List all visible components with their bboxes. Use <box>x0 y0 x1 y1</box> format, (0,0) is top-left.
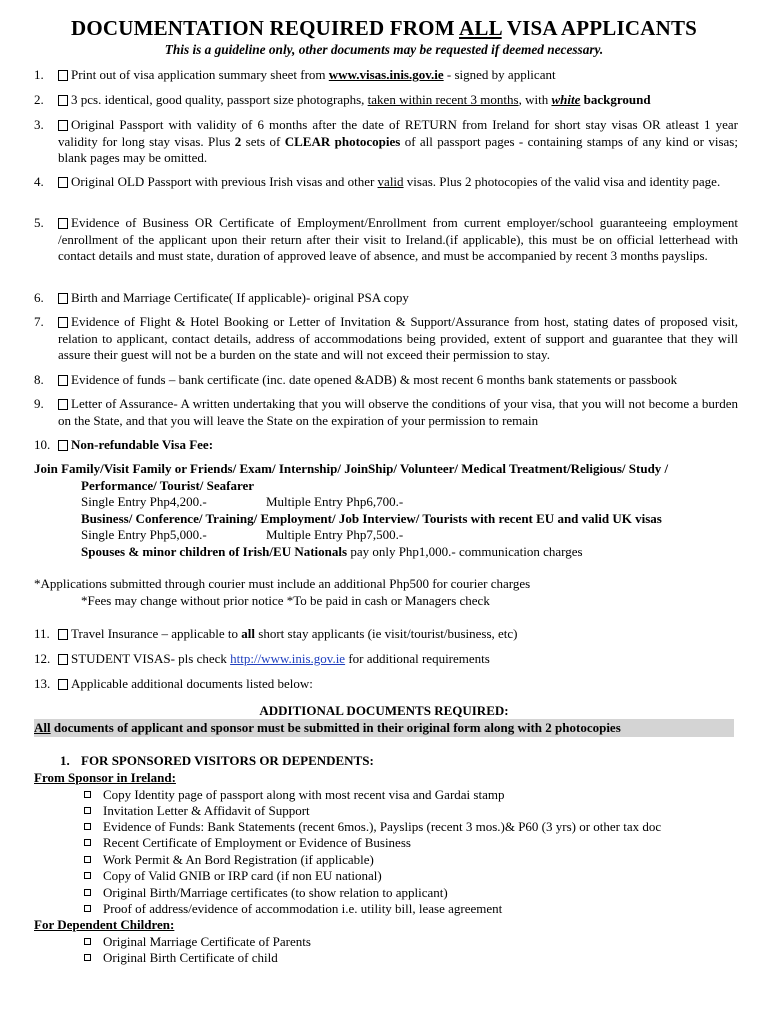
section-number: 1. <box>60 753 70 768</box>
visa-site-link[interactable]: www.visas.inis.gov.ie <box>328 67 444 82</box>
bullet-square <box>84 791 91 798</box>
fee-spouses: Spouses & minor children of Irish/EU Nationals pay only Php1,000.- communication charges <box>81 544 583 559</box>
bullet-square <box>84 889 91 896</box>
list-item: Copy of Valid GNIB or IRP card (if non EU national) <box>84 868 382 884</box>
sponsor-heading: From Sponsor in Ireland: <box>34 770 176 785</box>
bullet-square <box>84 905 91 912</box>
list-item: 6. Birth and Marriage Certificate( If applicable)- original PSA copy <box>34 290 409 305</box>
bullet-square <box>84 839 91 846</box>
fee-category-1: Join Family/Visit Family or Friends/ Exam/ Internship/ JoinShip/ Volunteer/ Medical Treatment/Religious/ Study / <box>34 461 669 476</box>
fee-category-2: Business/ Conference/ Training/ Employment/ Job Interview/ Tourists with recent EU and valid UK visas <box>81 511 662 526</box>
list-item: Original Marriage Certificate of Parents <box>84 934 311 950</box>
fee-category-1-cont: Performance/ Tourist/ Seafarer <box>81 478 255 493</box>
courier-note: *Applications submitted through courier must include an additional Php500 for courier charges <box>34 576 531 591</box>
item-number: 7. <box>34 314 44 329</box>
list-item: 7. Evidence of Flight & Hotel Booking or Letter of Invitation & Support/Assurance from host, stating dates of proposed visit, relation to applicant, contact details, address of accommodations being provided, extent of support and guarantee that they will assure their guest will not be a burden on the state and will not exceed their permission to stay. <box>34 314 738 362</box>
originals-note: All documents of applicant and sponsor must be submitted in their original form along with 2 photocopies <box>34 720 621 735</box>
page-subtitle: This is a guideline only, other documents may be requested if deemed necessary. <box>164 42 604 57</box>
bullet-square <box>84 872 91 879</box>
bullet-square <box>84 856 91 863</box>
checkbox[interactable] <box>58 218 68 229</box>
checkbox[interactable] <box>58 654 68 665</box>
item-number: 12. <box>34 651 51 666</box>
item-number: 13. <box>34 676 51 691</box>
checkbox[interactable] <box>58 70 68 81</box>
list-item: Evidence of Funds: Bank Statements (recent 6mos.), Payslips (recent 3 mos.)& P60 (3 yrs) or other tax doc <box>84 819 661 835</box>
list-item: Copy Identity page of passport along with most recent visa and Gardai stamp <box>84 787 504 803</box>
inis-link[interactable]: http://www.inis.gov.ie <box>230 651 346 666</box>
list-item: Work Permit & An Bord Registration (if applicable) <box>84 852 374 868</box>
item-number: 5. <box>34 215 44 230</box>
item-number: 8. <box>34 372 44 387</box>
item-number: 1. <box>34 67 44 82</box>
children-heading: For Dependent Children: <box>34 917 175 932</box>
fee-multiple-entry-1: Multiple Entry Php6,700.- <box>266 494 404 509</box>
list-item: 9. Letter of Assurance- A written undertaking that you will observe the conditions of your visa, that you will not become a burden on the State, and that you will leave the State on the expiration of your permission to remain <box>34 396 738 428</box>
checkbox[interactable] <box>58 293 68 304</box>
item-number: 3. <box>34 117 44 132</box>
list-item: 1. Print out of visa application summary sheet from www.visas.inis.gov.ie - signed by applicant <box>34 67 556 82</box>
checkbox[interactable] <box>58 679 68 690</box>
checkbox[interactable] <box>58 177 68 188</box>
list-item: 12. STUDENT VISAS- pls check http://www.inis.gov.ie for additional requirements <box>34 651 490 666</box>
bullet-square <box>84 823 91 830</box>
bullet-square <box>84 954 91 961</box>
list-item: 2. 3 pcs. identical, good quality, passport size photographs, taken within recent 3 months, with white background <box>34 92 651 107</box>
list-item: 3. Original Passport with validity of 6 months after the date of RETURN from Ireland for short stay visas OR atleast 1 year validity for long stay visas. Plus 2 sets of CLEAR photocopies of all passport pages - containing stamps of any kind or visas; blank pages may be omitted. <box>34 117 738 165</box>
fee-note: *Fees may change without prior notice *To be paid in cash or Managers check <box>81 593 490 608</box>
item-number: 11. <box>34 626 50 641</box>
item-number: 2. <box>34 92 44 107</box>
bullet-square <box>84 807 91 814</box>
item-number: 9. <box>34 396 44 411</box>
list-item: 13. Applicable additional documents listed below: <box>34 676 313 691</box>
page-title: DOCUMENTATION REQUIRED FROM ALL VISA APPLICANTS <box>70 16 698 40</box>
checkbox[interactable] <box>58 399 68 410</box>
fee-multiple-entry-2: Multiple Entry Php7,500.- <box>266 527 404 542</box>
list-item: 4. Original OLD Passport with previous Irish visas and other valid visas. Plus 2 photocopies of the valid visa and identity page. <box>34 174 721 189</box>
checkbox[interactable] <box>58 317 68 328</box>
checkbox[interactable] <box>58 95 68 106</box>
item-number: 6. <box>34 290 44 305</box>
additional-heading: ADDITIONAL DOCUMENTS REQUIRED: <box>259 703 509 718</box>
item-number: 10. <box>34 437 51 452</box>
list-item: Original Birth Certificate of child <box>84 950 278 966</box>
checkbox[interactable] <box>58 375 68 386</box>
checkbox[interactable] <box>58 440 68 451</box>
section-heading: FOR SPONSORED VISITORS OR DEPENDENTS: <box>81 753 374 768</box>
list-item: 11. Travel Insurance – applicable to all short stay applicants (ie visit/tourist/business, etc) <box>34 626 518 641</box>
item-number: 4. <box>34 174 44 189</box>
checkbox[interactable] <box>58 629 68 640</box>
list-item: Invitation Letter & Affidavit of Support <box>84 803 310 819</box>
checkbox[interactable] <box>58 120 68 131</box>
list-item: Original Birth/Marriage certificates (to show relation to applicant) <box>84 885 448 901</box>
list-item: 5. Evidence of Business OR Certificate of Employment/Enrollment from current employer/school guaranteeing employment /enrollment of the applicant upon their return after their visit to Ireland.(if applicable), this must be on official letterhead with contact details and must state, duration of approved leave of absence, and must be accompanied by recent 3 months payslips. <box>34 215 738 263</box>
bullet-square <box>84 938 91 945</box>
list-item: 8. Evidence of funds – bank certificate (inc. date opened &ADB) & most recent 6 months bank statements or passbook <box>34 372 678 387</box>
list-item: Recent Certificate of Employment or Evidence of Business <box>84 835 411 851</box>
list-item: 10. Non-refundable Visa Fee: <box>34 437 214 452</box>
fee-single-entry-2: Single Entry Php5,000.- <box>81 527 207 542</box>
list-item: Proof of address/evidence of accommodation i.e. utility bill, lease agreement <box>84 901 502 917</box>
title-emphasis: ALL <box>459 16 502 40</box>
fee-single-entry-1: Single Entry Php4,200.- <box>81 494 207 509</box>
